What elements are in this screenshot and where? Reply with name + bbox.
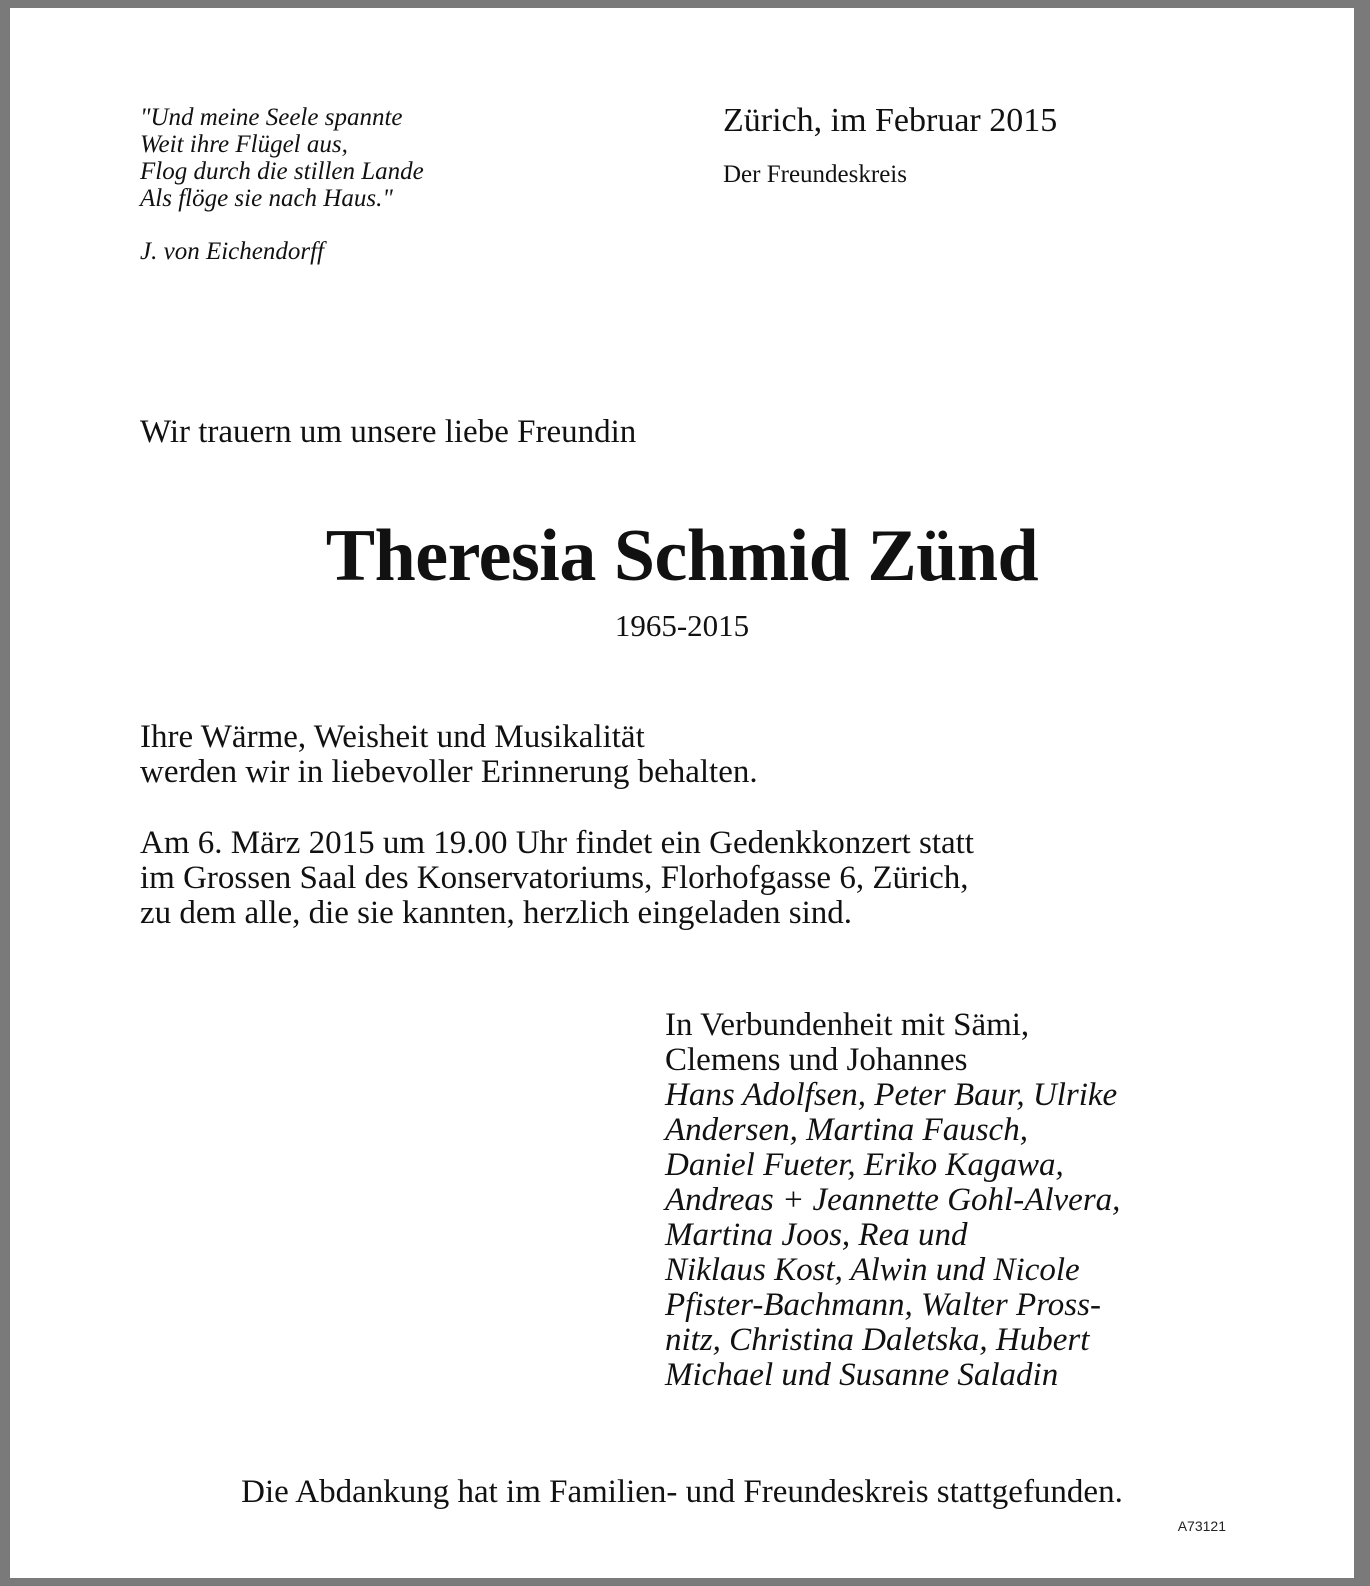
poem-author: J. von Eichendorff	[140, 238, 324, 265]
memorial-concert-text	[140, 826, 974, 931]
mourners-list	[665, 1008, 1120, 1393]
poem-line: Flog durch die stillen Lande	[140, 158, 424, 185]
signed-by: Der Freundeskreis	[723, 161, 907, 188]
poem-line: "Und meine Seele spannte	[140, 104, 403, 131]
life-years: 1965-2015	[614, 608, 750, 643]
mourners-name-line: Daniel Fueter, Eriko Kagawa,	[665, 1147, 1064, 1183]
poem-line: Als flöge sie nach Haus."	[140, 185, 393, 212]
concert-line: im Grossen Saal des Konservatoriums, Florhofgasse 6, Zürich,	[140, 860, 969, 896]
obituary-page	[10, 8, 1354, 1578]
mourners-name-line: Niklaus Kost, Alwin und Nicole	[665, 1252, 1080, 1288]
mourners-name-line: Hans Adolfsen, Peter Baur, Ulrike	[665, 1077, 1118, 1113]
mourning-intro: Wir trauern um unsere liebe Freundin	[140, 414, 637, 450]
mourners-name-line: Andersen, Martina Fausch,	[665, 1112, 1028, 1148]
poem-line: Weit ihre Flügel aus,	[140, 131, 348, 158]
deceased-name: Theresia Schmid Zünd	[325, 515, 1039, 597]
mourners-name-line: nitz, Christina Daletska, Hubert	[665, 1322, 1090, 1358]
concert-line: Am 6. März 2015 um 19.00 Uhr findet ein Gedenkkonzert statt	[140, 825, 974, 861]
place-date: Zürich, im Februar 2015	[723, 102, 1058, 139]
mourners-name-line: Martina Joos, Rea und	[665, 1217, 968, 1253]
mourners-name-line: Andreas + Jeannette Gohl-Alvera,	[665, 1182, 1121, 1218]
mourners-intro-line: Clemens und Johannes	[665, 1042, 968, 1078]
tribute-line: Ihre Wärme, Weisheit und Musikalität	[140, 719, 645, 755]
closing-note: Die Abdankung hat im Familien- und Freundeskreis stattgefunden.	[241, 1474, 1123, 1510]
mourners-name-line: Michael und Susanne Saladin	[665, 1357, 1059, 1393]
poem-quote	[140, 104, 424, 212]
mourners-name-line: Pfister-Bachmann, Walter Pross-	[665, 1287, 1101, 1323]
ad-code: A73121	[1177, 1518, 1226, 1534]
concert-line: zu dem alle, die sie kannten, herzlich eingeladen sind.	[140, 895, 852, 931]
tribute-line: werden wir in liebevoller Erinnerung behalten.	[140, 754, 758, 790]
mourners-intro-line: In Verbundenheit mit Sämi,	[665, 1007, 1030, 1043]
tribute-text	[140, 720, 758, 790]
